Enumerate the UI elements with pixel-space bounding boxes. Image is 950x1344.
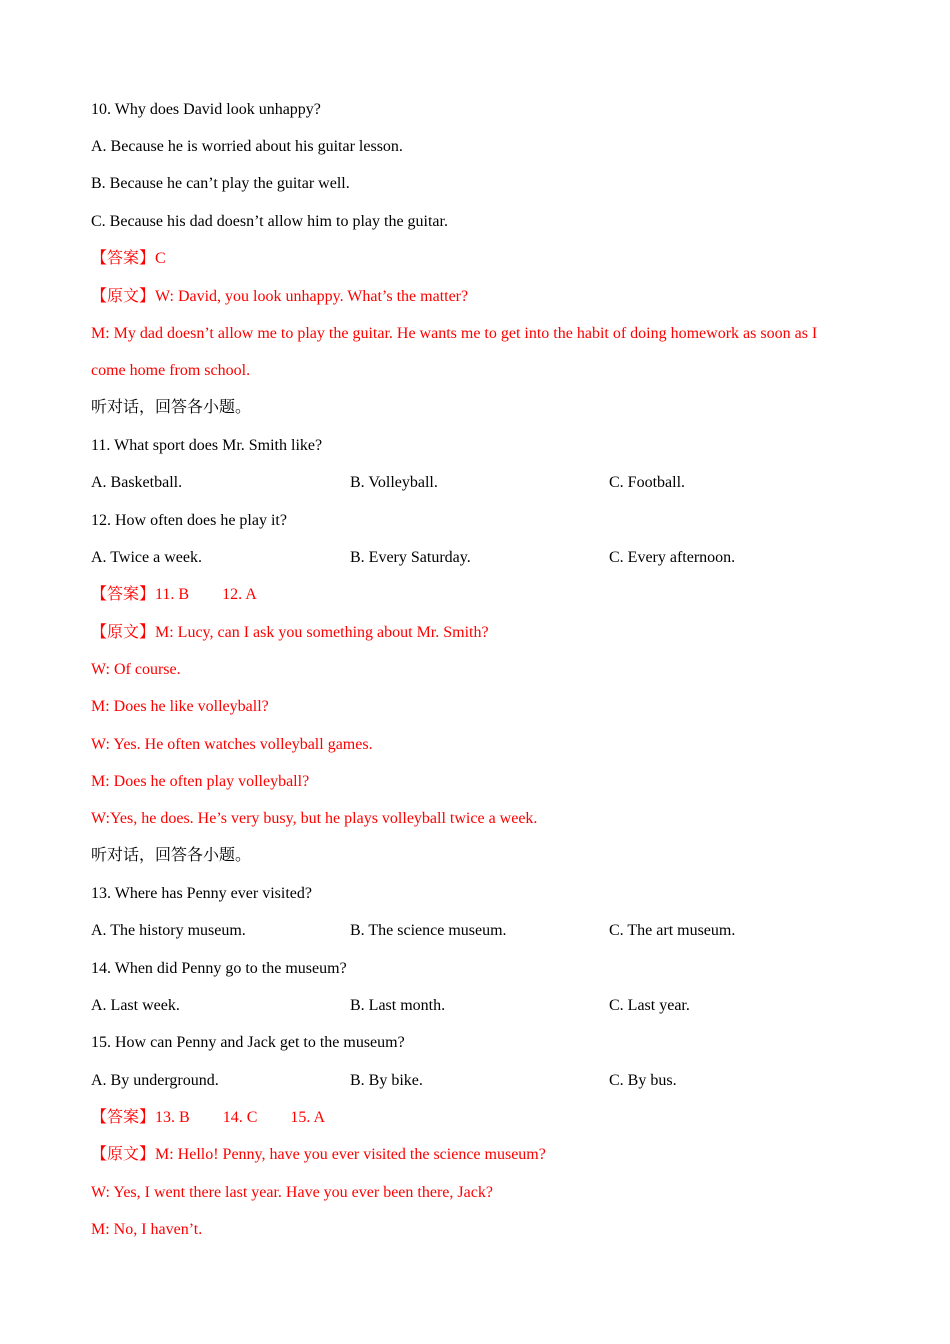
- transcript-line: W:Yes, he does. He’s very busy, but he plays volleyball twice a week.: [91, 810, 538, 827]
- q15-option-c: C. By bus.: [609, 1072, 677, 1089]
- q14-question: 14. When did Penny go to the museum?: [91, 960, 347, 977]
- section-instruction: 听对话，回答各小题。: [91, 847, 252, 864]
- q12-option-b: B. Every Saturday.: [350, 549, 471, 566]
- q10-transcript-line: come home from school.: [91, 362, 251, 379]
- q15-option-b: B. By bike.: [350, 1072, 423, 1089]
- answer-item: 12. A: [222, 586, 257, 603]
- q12-question: 12. How often does he play it?: [91, 512, 287, 529]
- transcript-line: M: Does he often play volleyball?: [91, 773, 310, 790]
- q13-option-a: A. The history museum.: [91, 922, 246, 939]
- q11-option-c: C. Football.: [609, 474, 686, 491]
- q10-option-a: A. Because he is worried about his guitar lesson.: [91, 138, 403, 155]
- answer-item: 14. C: [222, 1109, 258, 1126]
- answer-item: 15. A: [290, 1109, 326, 1126]
- answer-line-13-15: [91, 1107, 325, 1129]
- answer-item: 11. B: [155, 586, 190, 603]
- q10-transcript-line: M: My dad doesn’t allow me to play the guitar. He wants me to get into the habit of doing homework as soon as I: [91, 325, 818, 342]
- transcript-line: W: Of course.: [91, 661, 181, 678]
- transcript-line: W: Yes. He often watches volleyball games.: [91, 736, 373, 753]
- q14-option-c: C. Last year.: [609, 997, 690, 1014]
- transcript-line: 【原文】M: Lucy, can I ask you something about Mr. Smith?: [91, 624, 489, 641]
- q10-option-b: B. Because he can’t play the guitar well.: [91, 175, 350, 192]
- transcript-line: M: No, I haven’t.: [91, 1221, 203, 1238]
- transcript-line: M: Does he like volleyball?: [91, 698, 269, 715]
- q14-option-b: B. Last month.: [350, 997, 446, 1014]
- q15-question: 15. How can Penny and Jack get to the museum?: [91, 1034, 405, 1051]
- q10-transcript-line: 【原文】W: David, you look unhappy. What’s the matter?: [91, 288, 469, 305]
- q12-option-a: A. Twice a week.: [91, 549, 202, 566]
- answer-line-11-12: [91, 584, 257, 606]
- q13-option-c: C. The art museum.: [609, 922, 736, 939]
- q13-option-b: B. The science museum.: [350, 922, 507, 939]
- transcript-line: 【原文】M: Hello! Penny, have you ever visited the science museum?: [91, 1146, 546, 1163]
- section-instruction: 听对话，回答各小题。: [91, 399, 252, 416]
- transcript-line: W: Yes, I went there last year. Have you ever been there, Jack?: [91, 1184, 493, 1201]
- q11-question: 11. What sport does Mr. Smith like?: [91, 437, 323, 454]
- q11-option-b: B. Volleyball.: [350, 474, 438, 491]
- q10-option-c: C. Because his dad doesn’t allow him to play the guitar.: [91, 213, 448, 230]
- q11-option-a: A. Basketball.: [91, 474, 183, 491]
- q15-option-a: A. By underground.: [91, 1072, 219, 1089]
- q14-option-a: A. Last week.: [91, 997, 180, 1014]
- q10-question: 10. Why does David look unhappy?: [91, 101, 321, 118]
- answer-item: 13. B: [155, 1109, 190, 1126]
- answer-label: 【答案】: [91, 586, 156, 603]
- answer-label: 【答案】: [91, 1109, 156, 1126]
- q12-option-c: C. Every afternoon.: [609, 549, 736, 566]
- q13-question: 13. Where has Penny ever visited?: [91, 885, 312, 902]
- q10-answer: 【答案】C: [91, 250, 166, 267]
